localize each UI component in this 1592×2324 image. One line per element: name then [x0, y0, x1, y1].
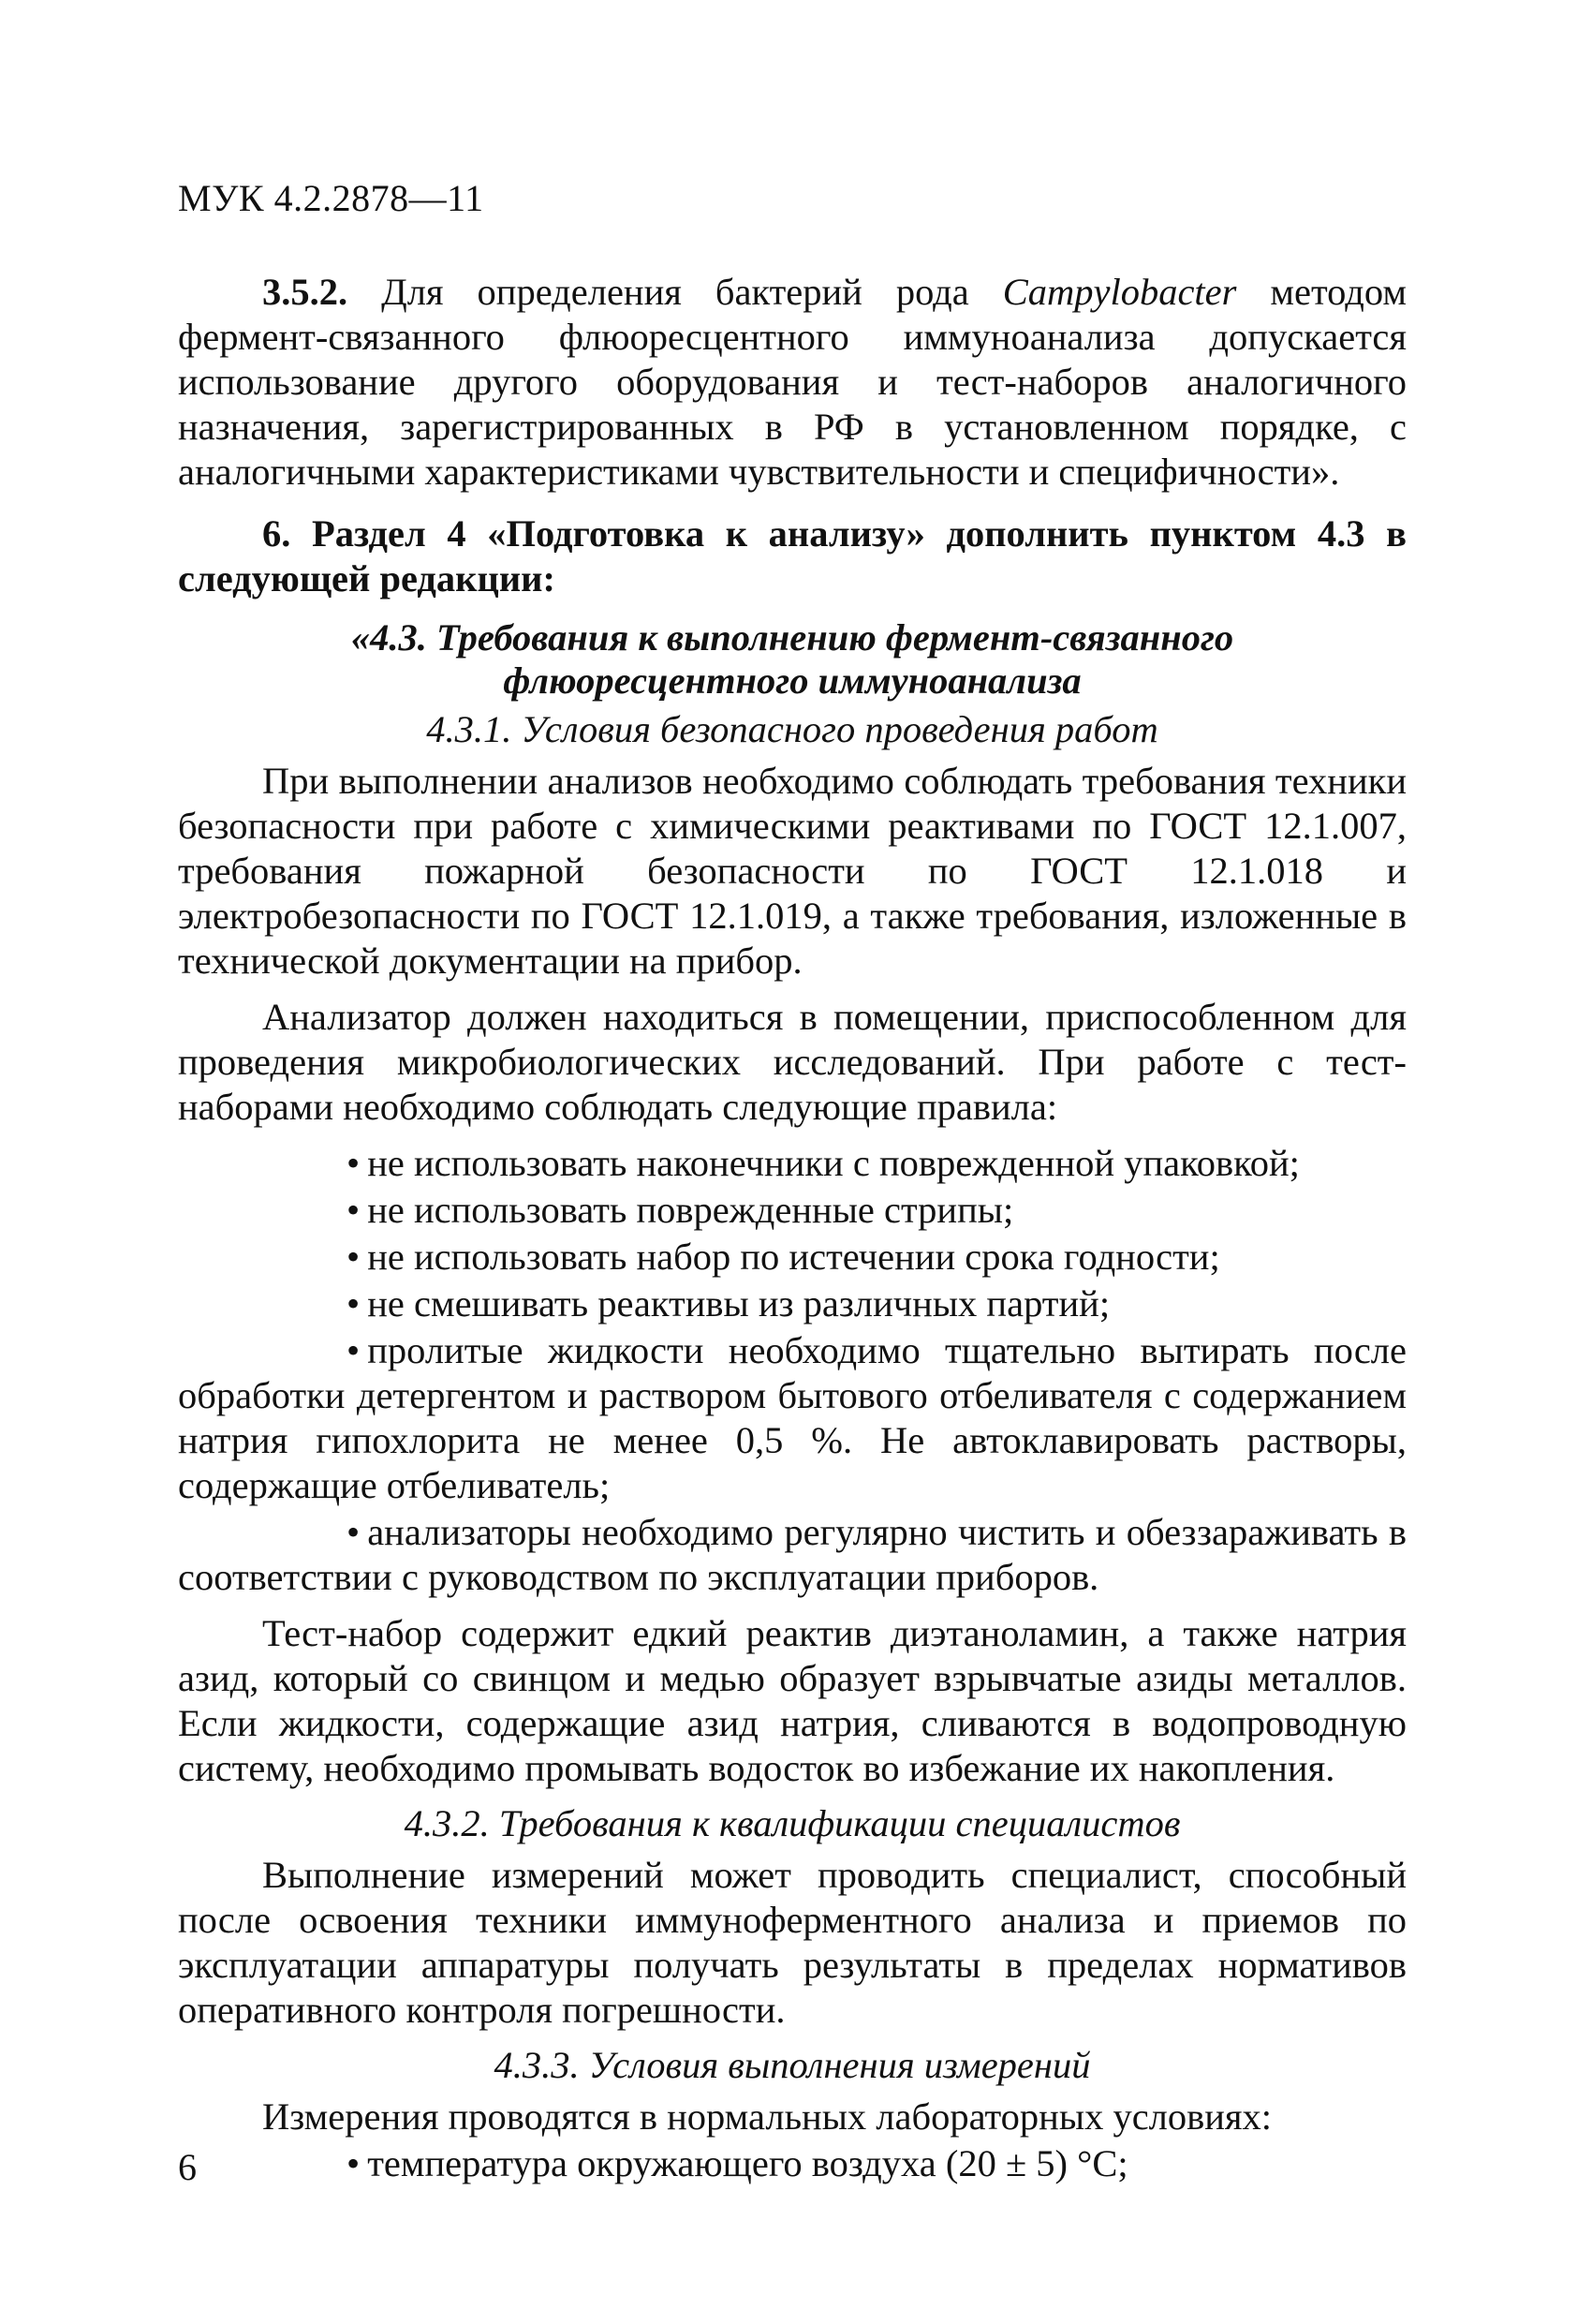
safety-paragraph-1: При выполнении анализов необходимо соблюдать требования техники безопасности при работе с химическими реактивами по ГОСТ 12.1.007, требования пожарной безопасности по ГОСТ 12.1.018 и электробезопасности по ГОСТ 12.1.019, а также требования, изложенные в технической документации на прибор. [178, 760, 1407, 982]
safety-bullet-item [178, 1281, 1407, 1326]
page-number: 6 [178, 2146, 197, 2188]
heading-4-3-3: 4.3.3. Условия выполнения измерений [494, 2044, 1091, 2086]
safety-bullet-item [178, 1328, 1407, 1508]
document-code-header: МУК 4.2.2878—11 [178, 177, 484, 219]
heading-4-3-line-2: флюоресцентного иммуноанализа [503, 659, 1082, 702]
heading-4-3-2: 4.3.2. Требования к квалификации специалистов [404, 1802, 1181, 1844]
safety-bullet-text: анализаторы необходимо регулярно чистить и обеззараживать в соответствии с руководством по эксплуатации приборов. [178, 1511, 1407, 1598]
heading-4-3-line-1: «4.3. Требования к выполнению фермент-связанного [350, 616, 1234, 659]
heading-4-3 [178, 616, 1407, 703]
paragraph-3-5-2 [178, 270, 1407, 495]
paragraph-3-5-2-text-before: Для определения бактерий рода [347, 271, 1003, 313]
safety-bullet-text: не смешивать реактивы из различных партий; [367, 1282, 1111, 1325]
safety-bullet-text: пролитые жидкости необходимо тщательно вытирать после обработки детергентом и раствором бытового отбеливателя с содержанием натрия гипохлорита не менее 0,5 %. Не автоклавировать растворы, содержащие отбеливатель; [178, 1329, 1407, 1506]
conditions-bullet-item [178, 2141, 1407, 2186]
bullet-icon: • [346, 1282, 361, 1325]
safety-bullet-text: не использовать наконечники с поврежденной упаковкой; [367, 1142, 1300, 1184]
bullet-icon: • [346, 1142, 361, 1184]
heading-4-3-1: 4.3.1. Условия безопасного проведения работ [426, 708, 1158, 750]
safety-bullet-item [178, 1235, 1407, 1280]
bullet-icon: • [346, 1189, 361, 1231]
document-body [178, 270, 1407, 2188]
safety-bullet-text: не использовать набор по истечении срока годности; [367, 1236, 1220, 1278]
qualification-paragraph: Выполнение измерений может проводить специалист, способный после освоения техники иммуноферментного анализа и приемов по эксплуатации аппаратуры получать результаты в пределах нормативов оперативного контроля погрешности. [178, 1854, 1407, 2031]
section-6-heading: 6. Раздел 4 «Подготовка к анализу» дополнить пунктом 4.3 в следующей редакции: [178, 512, 1407, 600]
safety-paragraph-2: Анализатор должен находиться в помещении, приспособленном для проведения микробиологических исследований. При работе с тест-наборами необходимо соблюдать следующие правила: [178, 996, 1407, 1128]
conditions-bullet-text: температура окружающего воздуха (20 ± 5) °С; [367, 2142, 1128, 2184]
bullet-icon: • [346, 1511, 361, 1553]
safety-bullet-item [178, 1141, 1407, 1186]
safety-bullet-text: не использовать поврежденные стрипы; [367, 1189, 1014, 1231]
safety-paragraph-3: Тест-набор содержит едкий реактив диэтаноламин, а также натрия азид, который со свинцом и медью образует взрывчатые азиды металлов. Если жидкости, содержащие азид натрия, сливаются в водопроводную систему, необходимо промывать водосток во избежание их накопления. [178, 1612, 1407, 1789]
safety-bullet-item [178, 1510, 1407, 1600]
safety-bullet-item [178, 1188, 1407, 1233]
bullet-icon: • [346, 2142, 361, 2184]
paragraph-3-5-2-label: 3.5.2. [262, 271, 348, 313]
genus-name: Campylobacter [1002, 271, 1237, 313]
conditions-paragraph: Измерения проводятся в нормальных лабораторных условиях: [262, 2095, 1273, 2138]
bullet-icon: • [346, 1329, 361, 1371]
bullet-icon: • [346, 1236, 361, 1278]
paragraph-3-5-2-text-after: методом фермент-связанного флюоресцентного иммуноанализа допускается использование другого оборудования и тест-наборов аналогичного назначения, зарегистрированных в РФ в установленном порядке, с аналогичными характеристиками чувствительности и специфичности». [178, 271, 1407, 493]
